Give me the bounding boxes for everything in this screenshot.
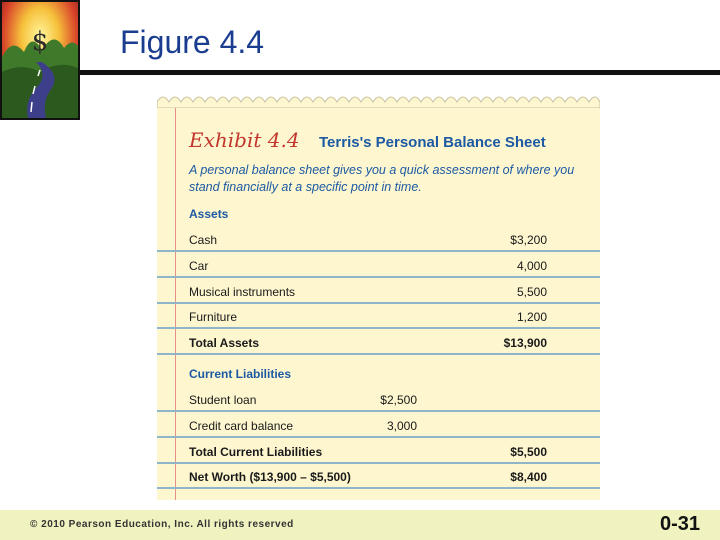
footer-bar — [0, 510, 720, 540]
road-dollar-logo-icon — [0, 0, 80, 120]
exhibit-number: Exhibit 4.4 — [189, 128, 300, 152]
row-label: Total Current Liabilities — [189, 445, 323, 459]
row-amount: $3,200 — [510, 233, 547, 247]
slide-number: 0-31 — [659, 513, 700, 535]
exhibit-panel — [157, 88, 600, 500]
row-amount: 1,200 — [516, 310, 547, 324]
total-liabilities-row — [157, 437, 600, 462]
liabilities-heading: Current Liabilities — [189, 367, 292, 381]
table-row — [157, 302, 600, 327]
row-label: Furniture — [189, 310, 238, 324]
table-row — [157, 225, 600, 250]
exhibit-label — [189, 128, 300, 152]
exhibit-description: A personal balance sheet gives you a quick assessment of where you stand financially at a specific point in time. — [189, 163, 575, 194]
row-amount: 3,000 — [386, 419, 417, 433]
row-label: Musical instruments — [189, 285, 296, 299]
net-worth-row — [157, 462, 600, 487]
row-label: Net Worth ($13,900 – $5,500) — [189, 470, 351, 484]
row-label: Total Assets — [189, 336, 260, 350]
row-label: Credit card balance — [189, 419, 294, 433]
title-divider — [80, 70, 720, 75]
row-amount: $2,500 — [380, 393, 417, 407]
copyright-text: © 2010 Pearson Education, Inc. All rights reserved — [30, 519, 294, 530]
row-amount: $5,500 — [510, 445, 547, 459]
svg-text:$: $ — [31, 27, 49, 57]
row-amount: $13,900 — [503, 336, 547, 350]
row-divider — [157, 487, 600, 489]
table-row — [157, 251, 600, 276]
row-label: Student loan — [189, 393, 257, 407]
row-amount: 4,000 — [516, 259, 547, 273]
row-amount: $8,400 — [510, 470, 547, 484]
row-divider — [157, 353, 600, 355]
notebook-rings — [157, 88, 600, 108]
row-amount: 5,500 — [516, 285, 547, 299]
page-title: Figure 4.4 — [120, 24, 265, 60]
total-assets-row — [157, 328, 600, 353]
assets-heading: Assets — [189, 207, 229, 221]
row-label: Car — [189, 259, 209, 273]
row-label: Cash — [189, 233, 218, 247]
table-row — [157, 385, 600, 410]
table-row — [157, 277, 600, 302]
table-row — [157, 411, 600, 436]
exhibit-title: Terris's Personal Balance Sheet — [319, 134, 546, 151]
